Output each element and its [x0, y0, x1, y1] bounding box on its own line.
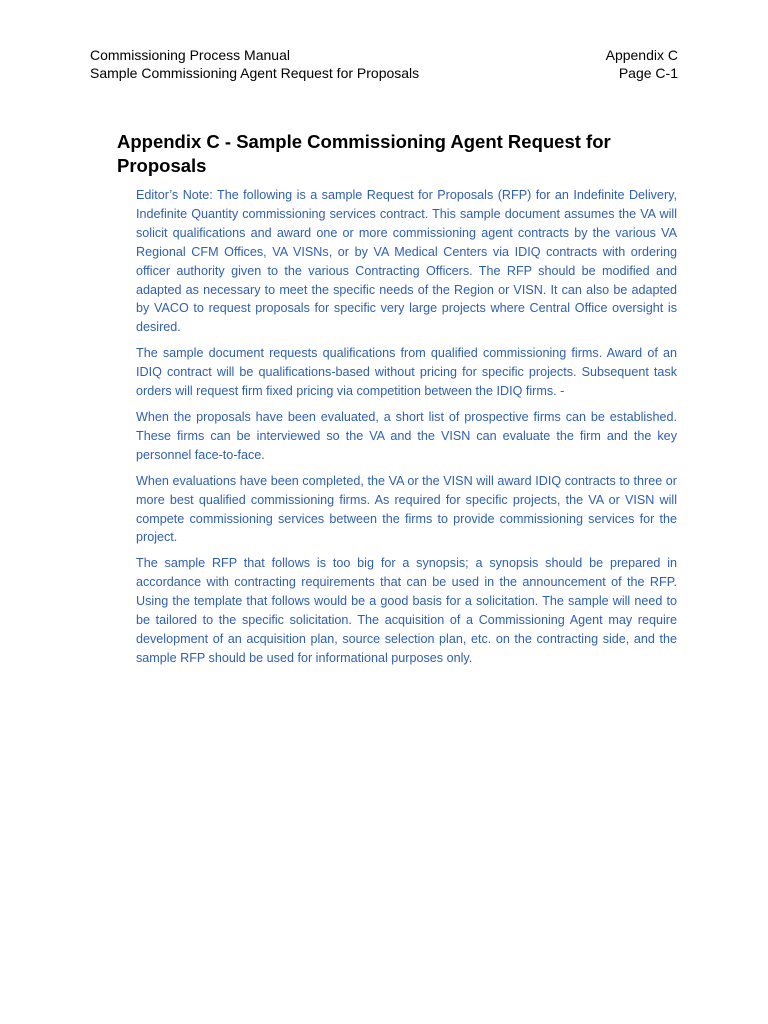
note-paragraph-2: The sample document requests qualifications from qualified commissioning firms. Award of an IDIQ contract will be qualifications-based without pricing for specific projects. Subsequent task orders will request firm fixed pricing via competition between the IDIQ firms. - [136, 346, 677, 399]
note-paragraph-1: Editor’s Note: The following is a sample Request for Proposals (RFP) for an Indefinite Delivery, Indefinite Quantity commissioning services contract. This sample document assumes the VA will solicit qualifications and award one or more commissioning agent contracts by the various VA Regional CFM Offices, VA VISNs, or by VA Medical Centers via IDIQ contracts with ordering officer authority given to the various Contracting Officers. The RFP should be modified and adapted as necessary to meet the specific needs of the Region or VISN. It can also be adapted by VACO to request proposals for specific very large projects where Central Office oversight is desired. [136, 188, 677, 335]
note-paragraph-3: When the proposals have been evaluated, a short list of prospective firms can be established. These firms can be interviewed so the VA and the VISN can evaluate the firm and the key personnel face-to-face. [136, 409, 677, 462]
manual-title: Commissioning Process Manual [90, 47, 290, 63]
document-title: Appendix C - Sample Commissioning Agent Request for Proposals [117, 131, 611, 176]
note-paragraph-5: The sample RFP that follows is too big for a synopsis; a synopsis should be prepared in accordance with contracting requirements that can be used in the announcement of the RFP. Using the template that follows would be a good basis for a solicitation. The sample will need to be tailored to the specific solicitation. The acquisition of a Commissioning Agent may require development of an acquisition plan, source selection plan, etc. on the contracting side, and the sample RFP should be used for informational purposes only. [136, 556, 677, 665]
section-subtitle: Sample Commissioning Agent Request for Proposals [90, 65, 420, 81]
appendix-label: Appendix C [605, 47, 678, 63]
header-row-top [90, 46, 678, 64]
page-number: Page C-1 [618, 65, 678, 81]
note-paragraph-4: When evaluations have been completed, the VA or the VISN will award IDIQ contracts to three or more best qualified commissioning firms. As required for specific projects, the VA or VISN will compete commissioning services between the firms to provide commissioning services for the project. [136, 473, 677, 545]
running-header [90, 46, 678, 82]
header-row-bottom [90, 64, 678, 82]
editors-note [136, 186, 677, 675]
